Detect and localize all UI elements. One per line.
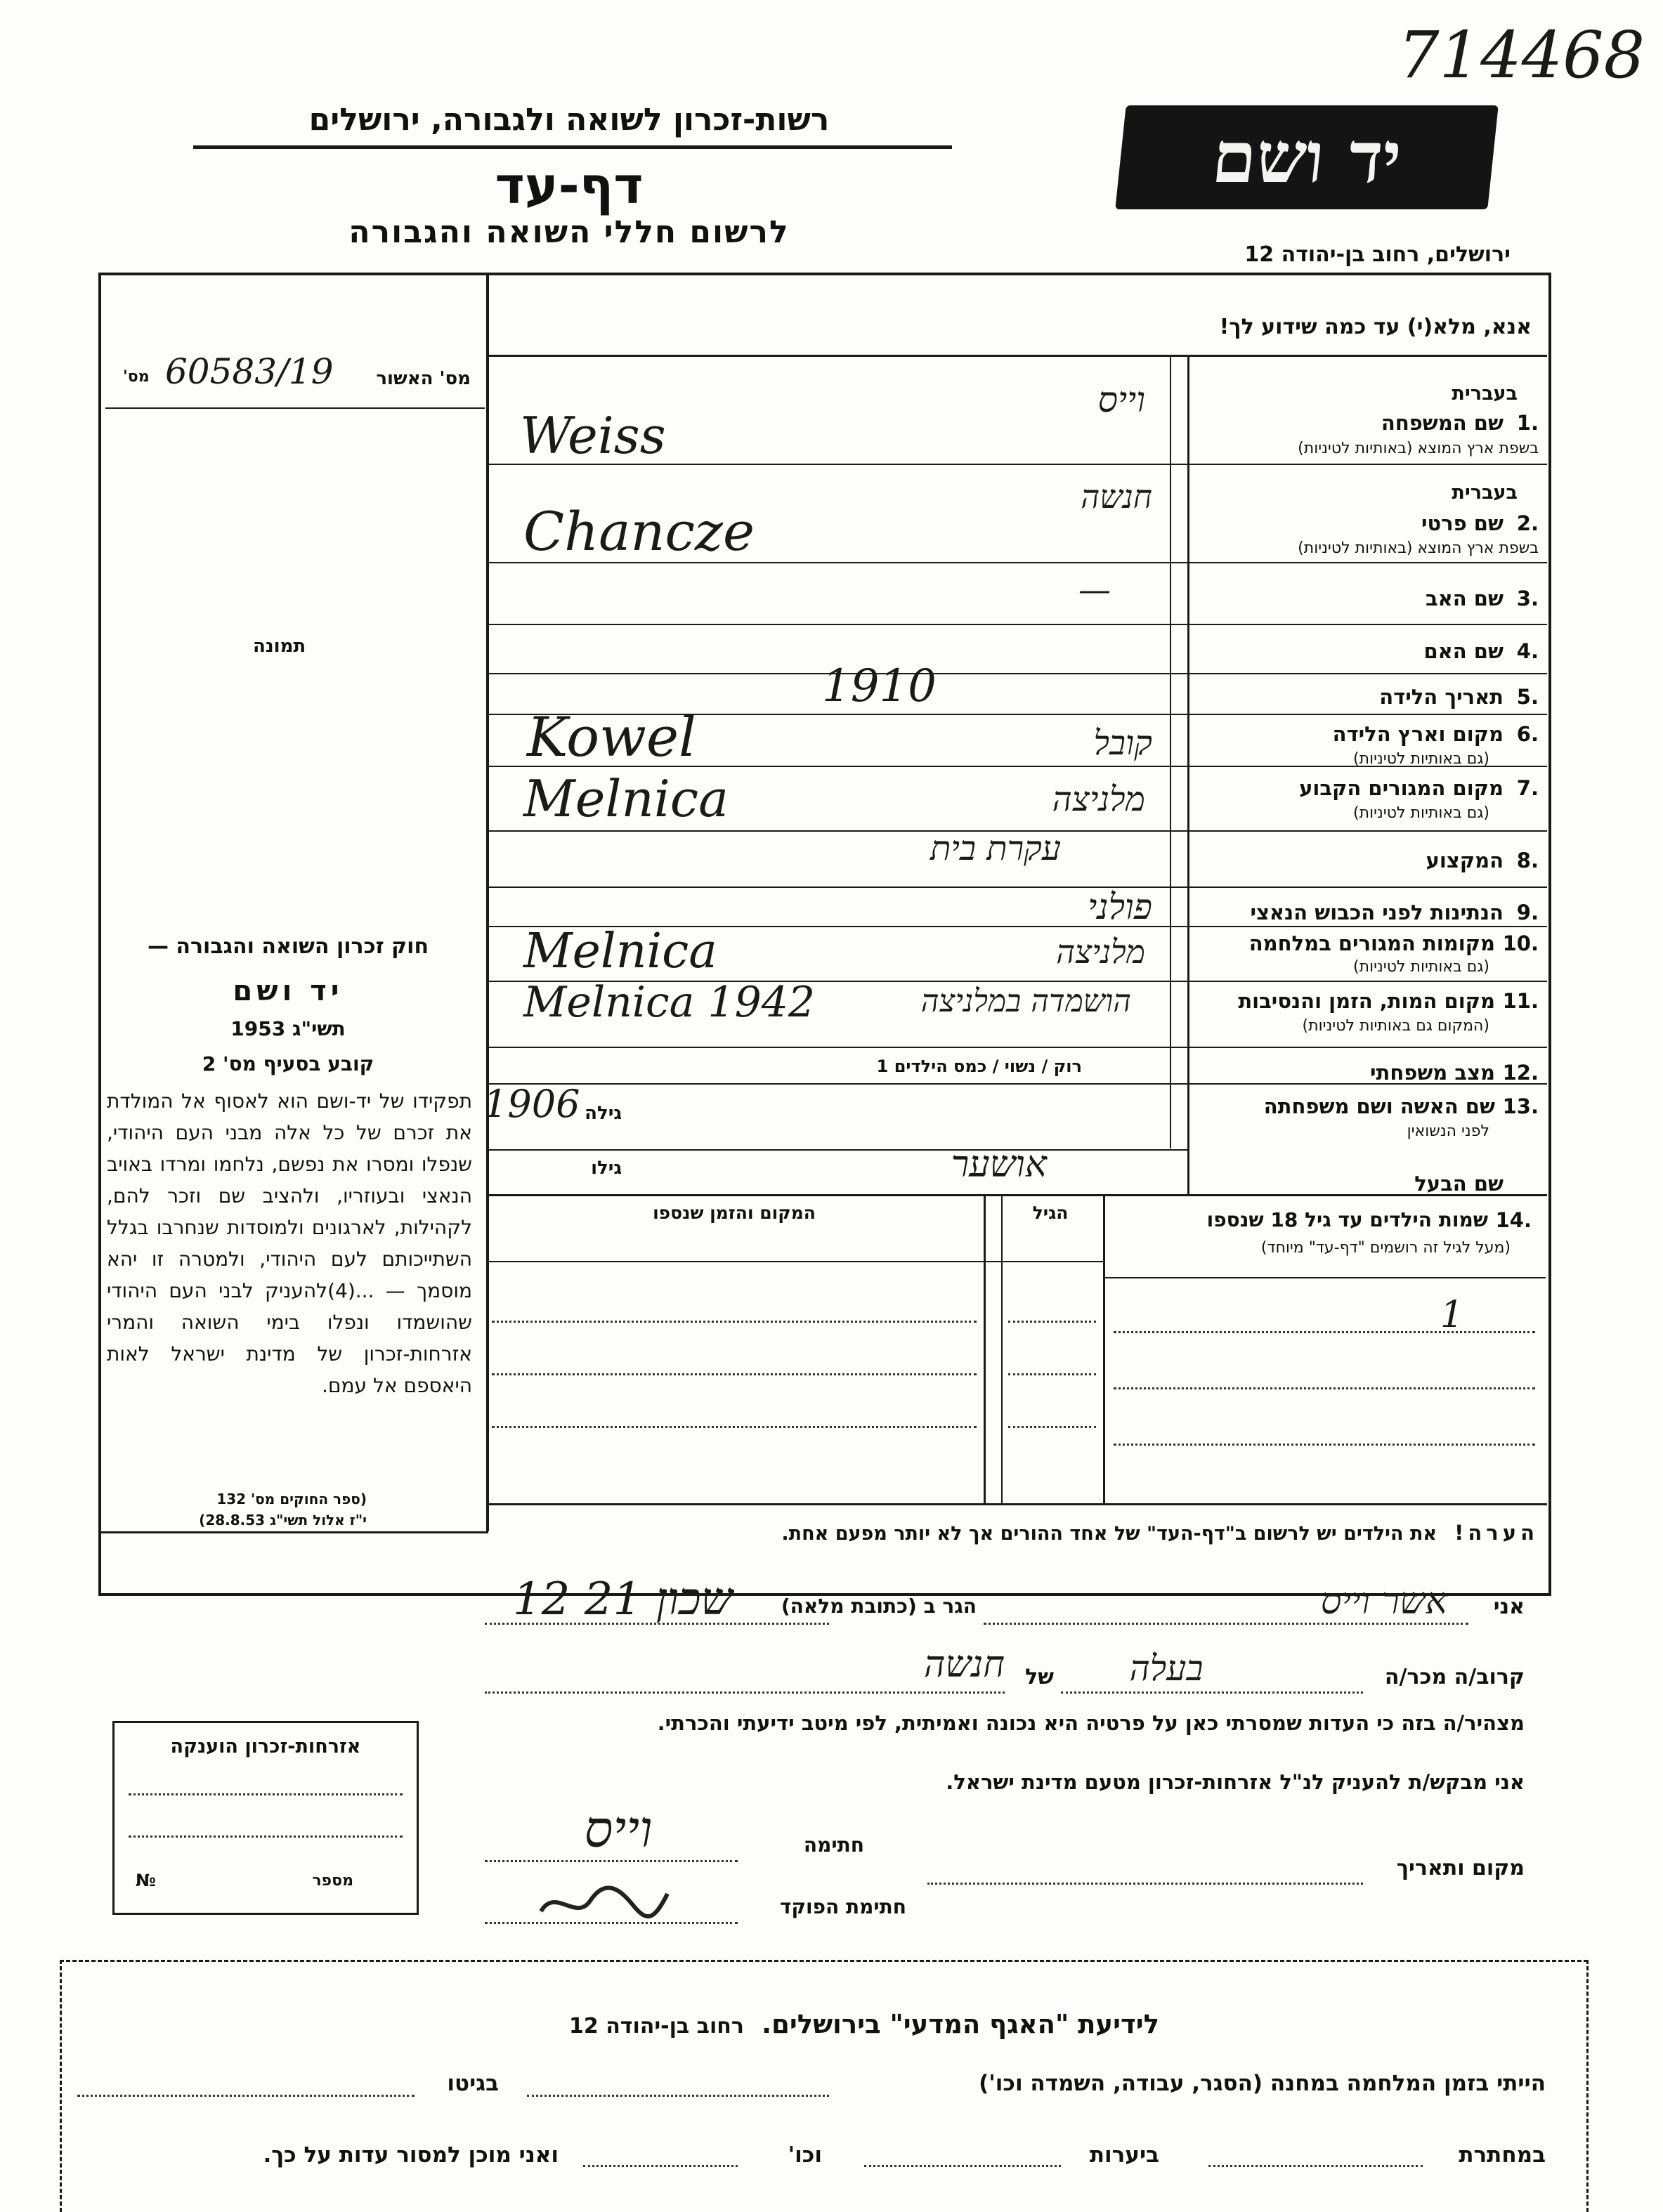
bottom-line1-camp: הייתי בזמן המלחמה במחנה (הסגר, עבודה, השמדה וכו') bbox=[979, 2071, 1546, 2096]
of-label: של bbox=[1025, 1665, 1054, 1689]
children-age-header: הגיל bbox=[1032, 1203, 1069, 1223]
form-title: דף-עד bbox=[495, 156, 644, 215]
note bbox=[492, 1521, 1539, 1545]
field-1-value-hebrew: וייס bbox=[1097, 379, 1145, 420]
approval-number-box bbox=[116, 351, 471, 400]
note-text: את הילדים יש לרשום ב"דף-העד" של אחד ההורים אך לא יותר מפעם אחת. bbox=[781, 1523, 1437, 1545]
field-1-hint: בשפת ארץ המוצא (באותיות לטיניות) bbox=[1298, 440, 1539, 457]
field-7-number: 7. bbox=[1516, 776, 1539, 800]
wife-age-value: 1906 bbox=[483, 1082, 580, 1126]
declaration-i-value: אשר וייס bbox=[1320, 1581, 1447, 1623]
husband-age-label: גילו bbox=[591, 1158, 622, 1179]
field-2-value-latin: Chancze bbox=[523, 500, 755, 563]
field-1-value-latin: Weiss bbox=[520, 406, 666, 465]
field-7-value-hebrew: מלניצה bbox=[1052, 780, 1145, 819]
child-1-name: 1 bbox=[1440, 1294, 1464, 1336]
field-7-text: מקום המגורים הקבוע bbox=[1299, 776, 1504, 800]
bottom-line2-underground: במחתרת bbox=[1459, 2142, 1546, 2168]
declaration-request: אני מבקש/ת להעניק לנ"ל אזרחות-זכרון מטעם מדינת ישראל. bbox=[946, 1770, 1525, 1794]
field-4-text: שם האם bbox=[1423, 639, 1504, 663]
form-subtitle: לרשום חללי השואה והגבורה bbox=[348, 214, 790, 250]
approval-value: 60583/19 bbox=[165, 351, 334, 392]
field-11-number: 11. bbox=[1502, 989, 1539, 1013]
field-10-value-latin: Melnica bbox=[523, 924, 717, 979]
field-6-number: 6. bbox=[1516, 722, 1539, 746]
field-10-value-hebrew: מלניצה bbox=[1056, 933, 1145, 971]
declaration-statement: מצהיר/ה בזה כי העדות שמסרתי כאן על פרטיה היא נכונה ואמיתית, לפי מיטב ידיעתי והכרתי. bbox=[657, 1711, 1525, 1735]
field-2-value-hebrew: חנשה bbox=[1081, 478, 1152, 516]
field-13-text: שם האשה ושם משפחתה bbox=[1263, 1094, 1495, 1118]
bottom-address: רחוב בן-יהודה 12 bbox=[569, 2014, 744, 2038]
archive-number: 714468 bbox=[1398, 18, 1645, 93]
field-11-value-hebrew: הושמדה במלניצה bbox=[920, 983, 1131, 1019]
note-label: הערה! bbox=[1454, 1521, 1539, 1545]
field-10-hint: (גם באותיות לטיניות) bbox=[1353, 958, 1489, 976]
field-6-text: מקום וארץ הלידה bbox=[1332, 722, 1504, 746]
certificate-no-symbol: № bbox=[136, 1871, 156, 1890]
law-title: חוק זכרון השואה והגבורה — bbox=[147, 934, 429, 959]
field-9-value: פולני bbox=[1088, 886, 1152, 927]
law-text: תפקידו של יד-ושם הוא לאסוף אל המולדת את זכרם של כל אלה מבני העם היהודי, שנפלו ומסרו את נפשם, נלחמו ומרדו באויב הנאצי ובעוזריו, ולהציב שם וזכר להם, לקהילות, לארגונים ולמוסדות שנחרבו בגלל השתייכותם לעם היהודי, ולמטרה זו יהא מוסמך — ...(4)להעניק לבני העם היהודי שהושמדו ונפלו בימי השואה והמרי אזרחות-זכרון של מדינת ישראל לאות היאספם אל עמם. bbox=[107, 1089, 472, 1397]
bottom-title: לידיעת "האגף המדעי" בירושלים. bbox=[762, 2009, 1159, 2039]
field-13-number: 13. bbox=[1502, 1094, 1539, 1118]
certificate-title: אזרחות-זכרון הוענקה bbox=[170, 1736, 361, 1758]
instructions: אנא, מלא(י) עד כמה שידוע לך! bbox=[1219, 315, 1532, 339]
field-2-text: שם פרטי bbox=[1421, 511, 1504, 535]
field-11-text: מקום המות, הזמן והנסיבות bbox=[1238, 989, 1495, 1013]
approval-num-label: מס' bbox=[123, 368, 150, 386]
field-9-number: 9. bbox=[1516, 901, 1539, 924]
officer-signature bbox=[534, 1880, 674, 1929]
yad-vashem-logo bbox=[1115, 105, 1499, 209]
field-5-value: 1910 bbox=[822, 660, 937, 712]
law-clause: קובע בסעיף מס' 2 bbox=[202, 1052, 374, 1075]
residing-value: 12 21 שכון bbox=[513, 1573, 733, 1625]
relative-label: קרוב/ה מכר/ה bbox=[1384, 1665, 1525, 1689]
field-12-value: רוק / נשוי / כמס הילדים 1 bbox=[876, 1056, 1082, 1076]
field-6-value-hebrew: קובל bbox=[1093, 724, 1152, 763]
wife-age-label: גילה bbox=[585, 1103, 622, 1124]
field-10-number: 10. bbox=[1502, 931, 1539, 955]
children-text: שמות הילדים עד גיל 18 שנספו bbox=[1206, 1208, 1488, 1231]
field-13-hint: לפני הנשואין bbox=[1407, 1123, 1489, 1140]
of-value: חנשה bbox=[924, 1644, 1005, 1686]
field-1-hint-hebrew: בעברית bbox=[1452, 383, 1518, 405]
bottom-heading bbox=[492, 2009, 1237, 2039]
address: ירושלים, רחוב בן-יהודה 12 bbox=[1244, 242, 1511, 267]
signature-label: חתימה bbox=[803, 1833, 864, 1857]
field-8-number: 8. bbox=[1516, 849, 1539, 872]
field-6-hint: (גם באותיות לטיניות) bbox=[1353, 750, 1489, 768]
declaration-i-label: אני bbox=[1493, 1595, 1525, 1619]
field-7-hint: (גם באותיות לטיניות) bbox=[1353, 804, 1489, 822]
field-5-text: תאריך הלידה bbox=[1379, 685, 1504, 709]
field-11-value-latin: Melnica 1942 bbox=[523, 978, 816, 1027]
approval-label: מס' האשור bbox=[376, 368, 471, 389]
field-1-number: 1. bbox=[1516, 411, 1539, 435]
field-10-text: מקומות המגורים במלחמה bbox=[1248, 931, 1495, 955]
field-3-text: שם האב bbox=[1425, 587, 1504, 610]
children-number: 14. bbox=[1495, 1208, 1532, 1232]
authority-name: רשות-זכרון לשואה ולגבורה, ירושלים bbox=[308, 102, 830, 138]
logo-text: יד ושם bbox=[1208, 116, 1406, 199]
field-8-text: המקצוע bbox=[1426, 849, 1504, 872]
officer-label: חתימת הפוקד bbox=[779, 1895, 906, 1918]
field-12-number: 12. bbox=[1502, 1061, 1539, 1085]
photo-label: תמונה bbox=[253, 636, 306, 657]
field-4-number: 4. bbox=[1516, 639, 1539, 663]
field-2-hint: בשפת ארץ המוצא (באותיות לטיניות) bbox=[1298, 539, 1539, 557]
field-7-value-latin: Melnica bbox=[523, 769, 729, 828]
relative-value: בעלה bbox=[1129, 1648, 1204, 1689]
bottom-line2-etc: וכו' bbox=[788, 2142, 822, 2168]
law-citation-date: י"ז אלול תשי"ג 28.8.53) bbox=[199, 1512, 367, 1529]
residing-label: הגר ב (כתובת מלאה) bbox=[781, 1595, 977, 1618]
children-hint: (מעל לגיל זה רושמים "דף-עד" מיוחד) bbox=[1260, 1239, 1511, 1257]
field-11-hint: (המקום גם באותיות לטיניות) bbox=[1302, 1017, 1489, 1035]
bottom-line1-ghetto: בגיטו bbox=[447, 2071, 499, 2096]
bottom-line2-testimony: ואני מוכן למסור עדות על כך. bbox=[263, 2142, 559, 2168]
witness-signature: וייס bbox=[584, 1800, 653, 1859]
field-5-number: 5. bbox=[1516, 685, 1539, 709]
certificate-box bbox=[112, 1721, 419, 1915]
law-name: יד ושם bbox=[233, 975, 344, 1007]
field-8-value: עקרת בית bbox=[930, 829, 1061, 868]
children-place-header: המקום והזמן שנספו bbox=[653, 1203, 816, 1223]
husband-label: שם הבעל bbox=[1414, 1172, 1504, 1196]
field-3-number: 3. bbox=[1516, 587, 1539, 610]
bottom-line2-forests: ביערות bbox=[1089, 2142, 1159, 2168]
law-citation: (ספר החוקים מס' 132 bbox=[216, 1491, 367, 1507]
field-6-value-latin: Kowel bbox=[527, 706, 697, 769]
field-12-text: מצב משפחתי bbox=[1369, 1061, 1495, 1085]
field-2-number: 2. bbox=[1516, 511, 1539, 535]
field-2-hint-hebrew: בעברית bbox=[1452, 482, 1518, 504]
field-1-text: שם המשפחה bbox=[1381, 411, 1504, 435]
law-year: תשי"ג 1953 bbox=[230, 1017, 346, 1040]
place-date-label: מקום ותאריך bbox=[1396, 1856, 1525, 1880]
husband-value: אושער bbox=[951, 1144, 1047, 1186]
field-9-text: הנתינות לפני הכבוש הנאצי bbox=[1250, 901, 1504, 924]
certificate-number-label: מספר bbox=[312, 1872, 353, 1890]
field-3-value: — bbox=[1078, 570, 1111, 608]
